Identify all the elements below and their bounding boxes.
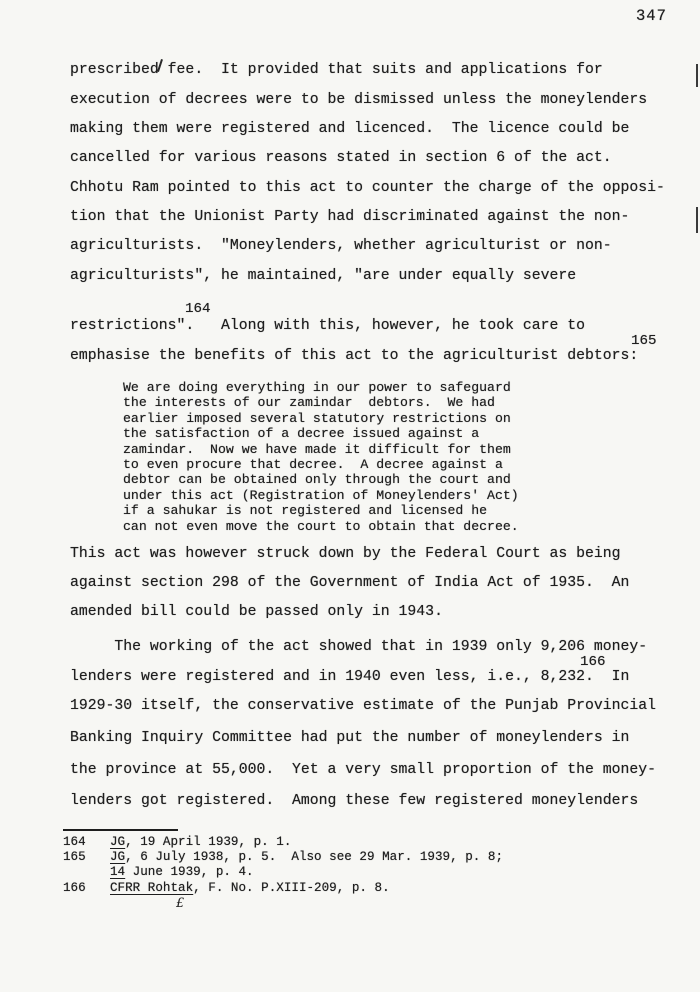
footnote-marker-166: 166 bbox=[580, 654, 606, 670]
footnote-row bbox=[63, 836, 291, 849]
block-quote-line: to even procure that decree. A decree against a bbox=[123, 457, 503, 472]
block-quote-line: under this act (Registration of Moneylenders' Act) bbox=[123, 488, 519, 503]
footnote-marker-164: 164 bbox=[185, 301, 211, 317]
body-text-line: making them were registered and licenced. The licence could be bbox=[70, 121, 630, 137]
footnote-marker-165: 165 bbox=[631, 333, 657, 349]
block-quote-line: earlier imposed several statutory restrictions on bbox=[123, 411, 511, 426]
body-text-line: amended bill could be passed only in 1943. bbox=[70, 604, 443, 620]
footnote-separator bbox=[63, 829, 178, 831]
body-text-line: agriculturists. "Moneylenders, whether agriculturist or non- bbox=[70, 238, 612, 254]
footnote-number: 166 bbox=[63, 881, 86, 895]
footnote-source-underlined: CFRR Rohtak bbox=[110, 881, 194, 895]
footnote-row bbox=[63, 882, 390, 895]
body-text-line: restrictions". Along with this, however, he took care to bbox=[70, 318, 586, 334]
body-text-line: The working of the act showed that in 1939 only 9,206 money- bbox=[70, 639, 648, 655]
scan-edge-mark bbox=[696, 64, 698, 87]
body-text-line: agriculturists", he maintained, "are under equally severe bbox=[70, 268, 577, 284]
body-text-line: lenders were registered and in 1940 even less, i.e., 8,232. In bbox=[70, 669, 630, 685]
footnote-text: , 6 July 1938, p. 5. Also see 29 Mar. 1939, p. 8; bbox=[125, 850, 503, 864]
body-text-line: execution of decrees were to be dismissed unless the moneylenders bbox=[70, 92, 648, 108]
body-text-line: emphasise the benefits of this act to the agriculturist debtors: bbox=[70, 348, 639, 364]
footnote-row bbox=[63, 866, 254, 879]
body-text-line: tion that the Unionist Party had discriminated against the non- bbox=[70, 209, 630, 225]
page-number: 347 bbox=[636, 7, 667, 25]
body-text-line: lenders got registered. Among these few registered moneylenders bbox=[70, 793, 639, 809]
footnote-number: 165 bbox=[63, 850, 86, 864]
body-text-line: prescribed fee. It provided that suits and applications for bbox=[70, 62, 603, 78]
scan-edge-mark bbox=[696, 207, 698, 233]
block-quote-line: can not even move the court to obtain that decree. bbox=[123, 519, 519, 534]
footnote-row bbox=[63, 851, 503, 864]
footnote-source-underlined: 14 bbox=[110, 865, 126, 879]
body-text-line: Chhotu Ram pointed to this act to counter the charge of the opposi- bbox=[70, 180, 665, 196]
block-quote-line: if a sahukar is not registered and licensed he bbox=[123, 503, 488, 518]
body-text-line: Banking Inquiry Committee had put the number of moneylenders in bbox=[70, 730, 630, 746]
footnote-text: June 1939, p. 4. bbox=[125, 865, 254, 879]
body-text-line: the province at 55,000. Yet a very small proportion of the money- bbox=[70, 762, 657, 778]
block-quote-line: zamindar. Now we have made it difficult for them bbox=[123, 442, 511, 457]
footnote-source-underlined: JG bbox=[110, 850, 126, 864]
footnote-number: 164 bbox=[63, 835, 86, 849]
footnote-source-underlined: JG bbox=[110, 835, 126, 849]
block-quote-line: debtor can be obtained only through the court and bbox=[123, 472, 511, 487]
block-quote-line: the satisfaction of a decree issued against a bbox=[123, 426, 480, 441]
body-text-line: against section 298 of the Government of India Act of 1935. An bbox=[70, 575, 630, 591]
body-text-line: cancelled for various reasons stated in section 6 of the act. bbox=[70, 150, 612, 166]
block-quote-line: We are doing everything in our power to safeguard bbox=[123, 380, 511, 395]
block-quote-line: the interests of our zamindar debtors. We had bbox=[123, 395, 495, 410]
footnote-text: , F. No. P.XIII-209, p. 8. bbox=[193, 881, 390, 895]
body-text-line: 1929-30 itself, the conservative estimate of the Punjab Provincial bbox=[70, 698, 657, 714]
body-text-line: This act was however struck down by the Federal Court as being bbox=[70, 546, 621, 562]
ink-smudge-glyph: £ bbox=[176, 896, 185, 911]
footnote-text: , 19 April 1939, p. 1. bbox=[125, 835, 292, 849]
